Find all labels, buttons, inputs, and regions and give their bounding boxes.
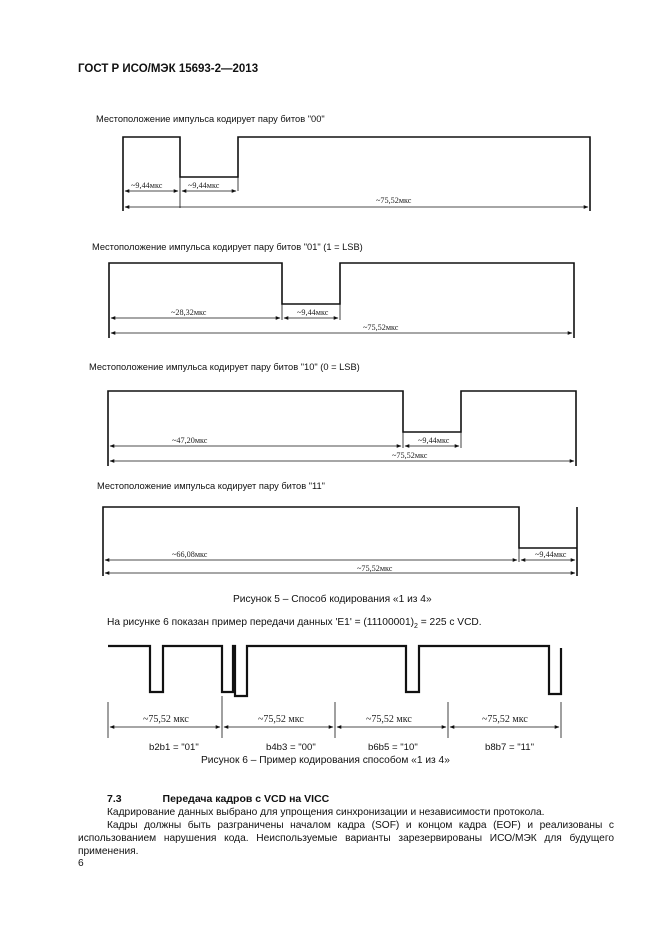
- paragraph-1: Кадрирование данных выбрано для упрощения синхронизации и независимости протокола.: [107, 807, 545, 818]
- document-header: ГОСТ Р ИСО/МЭК 15693-2—2013: [78, 63, 259, 75]
- bits-label: b8b7 = "11": [485, 742, 535, 753]
- measure-label: ~47,20мкс: [172, 436, 208, 445]
- measure-label: ~9,44мкс: [297, 308, 329, 317]
- diagram-caption-01: Местоположение импульса кодирует пару битов "01" (1 = LSB): [92, 242, 363, 252]
- section-number: 7.3: [107, 793, 122, 805]
- measure-label: ~9,44мкс: [535, 550, 567, 559]
- measure-label: ~75,52мкс: [357, 564, 393, 573]
- period-label: ~75,52 мкс: [143, 714, 189, 725]
- measure-label: ~9,44мкс: [418, 436, 450, 445]
- measure-label: ~66,08мкс: [172, 550, 208, 559]
- period-label: ~75,52 мкс: [482, 714, 528, 725]
- measure-label: ~75,52мкс: [392, 451, 428, 460]
- figure-6-title: Рисунок 6 – Пример кодирования способом «1 из 4»: [201, 755, 450, 766]
- period-label: ~75,52 мкс: [366, 714, 412, 725]
- diagram-caption-10: Местоположение импульса кодирует пару битов "10" (0 = LSB): [89, 362, 360, 372]
- bits-label: b2b1 = "01": [149, 742, 199, 753]
- section-heading: [107, 793, 329, 805]
- period-label: ~75,52 мкс: [258, 714, 304, 725]
- page-number: 6: [78, 858, 84, 869]
- paragraph-2: Кадры должны быть разграничены началом кадра (SOF) и концом кадра (EOF) и реализованы с использованием нарушения кода. Неиспользуемые варианты зарезервированы ИСО/МЭК для будущего применения.: [78, 820, 614, 857]
- measure-label: ~9,44мкс: [188, 181, 220, 190]
- section-title: Передача кадров с VCD на VICC: [162, 793, 330, 805]
- diagram-caption-11: Местоположение импульса кодирует пару битов "11": [97, 481, 325, 491]
- measure-label: ~9,44мкс: [131, 181, 163, 190]
- bits-label: b4b3 = "00": [266, 742, 316, 753]
- bits-label: b6b5 = "10": [368, 742, 418, 753]
- figure-5-title: Рисунок 5 – Способ кодирования «1 из 4»: [233, 594, 432, 605]
- diagram-caption-00: Местоположение импульса кодирует пару битов "00": [96, 114, 325, 124]
- measure-label: ~75,52мкс: [363, 323, 399, 332]
- measure-label: ~75,52мкс: [376, 196, 412, 205]
- measure-label: ~28,32мкс: [171, 308, 207, 317]
- figure-6-intro: На рисунке 6 показан пример передачи данных '$E1' = (11100001)_2 = 225$ с VCD.: [107, 617, 482, 631]
